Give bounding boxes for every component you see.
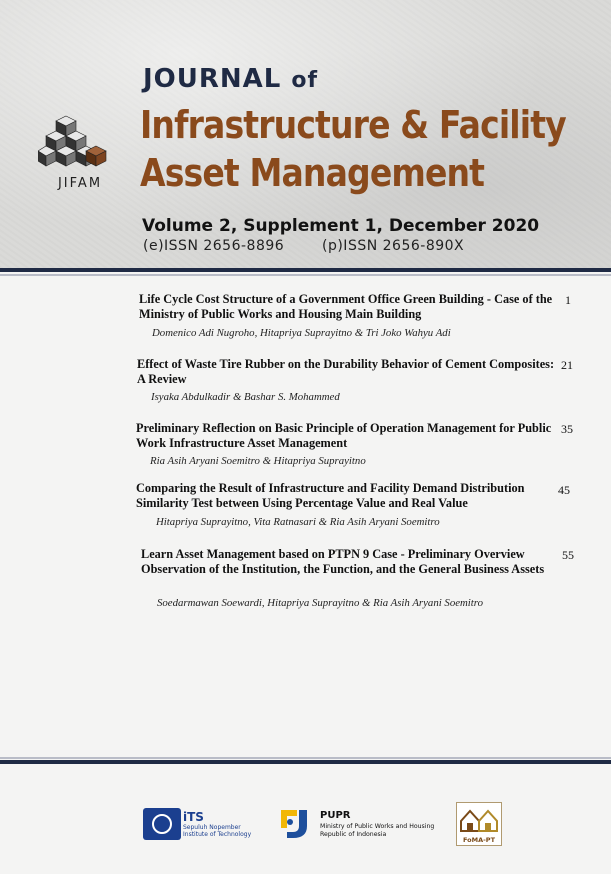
article-page: 1 bbox=[565, 293, 571, 307]
article-authors: Hitapriya Suprayitno, Vita Ratnasari & Ria Asih Aryani Soemitro bbox=[156, 516, 440, 528]
article-authors: Soedarmawan Soewardi, Hitapriya Suprayitno & Ria Asih Aryani Soemitro bbox=[157, 597, 483, 609]
its-emblem-icon bbox=[143, 808, 181, 840]
foma-houses-icon bbox=[457, 803, 501, 835]
pissn: (p)ISSN 2656-890X bbox=[322, 238, 465, 254]
header-divider-dark bbox=[0, 268, 611, 272]
pupr-name: PUPR bbox=[320, 810, 351, 821]
article-authors: Ria Asih Aryani Soemitro & Hitapriya Suprayitno bbox=[150, 455, 366, 467]
article-title[interactable]: Preliminary Reflection on Basic Principle of Operation Management for Public Work Infrastructure Asset Management bbox=[136, 421, 552, 450]
article-title[interactable]: Comparing the Result of Infrastructure and Facility Demand Distribution Similarity Test between Using Percentage Value and Real Value bbox=[136, 481, 525, 510]
footer-divider-light bbox=[0, 757, 611, 759]
article-authors: Isyaka Abdulkadir & Bashar S. Mohammed bbox=[151, 391, 340, 403]
foma-label: FoMA-PT bbox=[462, 836, 496, 844]
pupr-subtitle: Ministry of Public Works and Housing Republic of Indonesia bbox=[320, 823, 435, 838]
pupr-emblem-icon bbox=[277, 806, 313, 842]
journal-word: JOURNAL bbox=[143, 64, 282, 94]
header-divider-light bbox=[0, 274, 611, 276]
article-title[interactable]: Effect of Waste Tire Rubber on the Durability Behavior of Cement Composites: A Review bbox=[137, 357, 555, 386]
journal-of: of bbox=[291, 68, 319, 93]
its-name: iTS bbox=[183, 810, 204, 824]
article-page: 35 bbox=[561, 422, 573, 436]
eissn: (e)ISSN 2656-8896 bbox=[143, 238, 285, 254]
volume-info: Volume 2, Supplement 1, December 2020 bbox=[142, 216, 540, 236]
article-authors: Domenico Adi Nugroho, Hitapriya Suprayitno & Tri Joko Wahyu Adi bbox=[152, 327, 451, 339]
journal-title-line1: Infrastructure & Facility bbox=[140, 103, 566, 147]
foma-logo bbox=[456, 802, 502, 846]
cover-header bbox=[0, 0, 611, 268]
article-page: 21 bbox=[561, 358, 573, 372]
article-title[interactable]: Life Cycle Cost Structure of a Government Office Green Building - Case of the Ministry of Public Works and Housing Main Building bbox=[139, 292, 553, 321]
article-page: 45 bbox=[558, 483, 570, 497]
journal-label bbox=[143, 64, 318, 94]
footer-logos bbox=[0, 800, 611, 850]
footer-divider-dark bbox=[0, 760, 611, 764]
article-title[interactable]: Learn Asset Management based on PTPN 9 Case - Preliminary Overview Observation of the Institution, the Function, and the General Business Assets bbox=[141, 547, 545, 576]
journal-title-line2: Asset Management bbox=[140, 151, 485, 195]
jifam-cubes-icon bbox=[38, 114, 118, 174]
its-subtitle: Sepuluh Nopember Institute of Technology bbox=[183, 824, 252, 838]
article-page: 55 bbox=[562, 548, 574, 562]
jifam-logo-text: JIFAM bbox=[57, 176, 103, 191]
